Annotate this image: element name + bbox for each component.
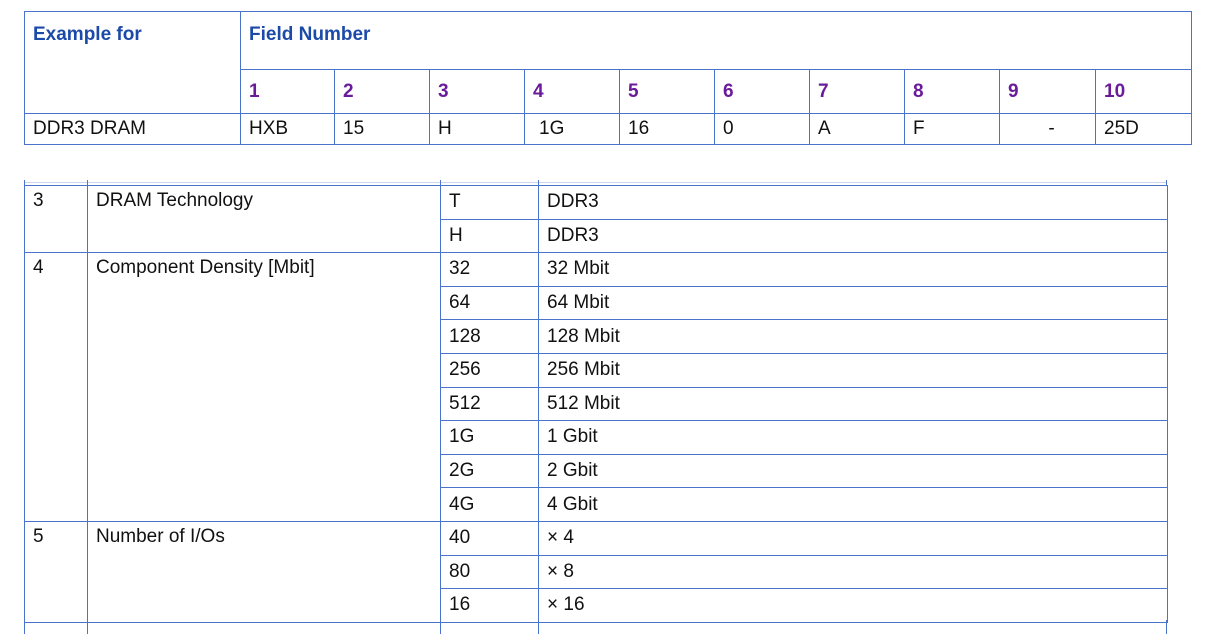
field-number-cell: 5 xyxy=(620,70,715,114)
code-cell: 32 xyxy=(441,253,539,287)
meaning-cell: 256 Mbit xyxy=(539,353,1168,387)
column-line-fragment xyxy=(1166,620,1167,634)
example-row-label: DDR3 DRAM xyxy=(25,114,241,145)
meaning-cell: DDR3 xyxy=(539,186,1168,220)
example-value-cell: 0 xyxy=(715,114,810,145)
meaning-cell: 4 Gbit xyxy=(539,488,1168,522)
field-number-header: Field Number xyxy=(241,12,1192,70)
column-line-fragment xyxy=(538,620,539,634)
field-table-row xyxy=(25,521,1168,555)
example-value-cell: 1G xyxy=(525,114,620,145)
field-number-cell: 2 xyxy=(335,70,430,114)
field-table-row xyxy=(25,186,1168,220)
code-cell: 2G xyxy=(441,454,539,488)
code-cell: 512 xyxy=(441,387,539,421)
field-name: Component Density [Mbit] xyxy=(88,253,441,522)
example-header-row xyxy=(25,12,1192,70)
column-line-fragment xyxy=(24,620,25,634)
example-value-cell: A xyxy=(810,114,905,145)
meaning-cell: × 16 xyxy=(539,589,1168,623)
field-number: 3 xyxy=(25,186,88,253)
table-top-rule xyxy=(24,182,1167,183)
field-name: Number of I/Os xyxy=(88,521,441,622)
meaning-cell: × 8 xyxy=(539,555,1168,589)
meaning-cell: 2 Gbit xyxy=(539,454,1168,488)
code-cell: T xyxy=(441,186,539,220)
field-number-cell: 9 xyxy=(1000,70,1096,114)
meaning-cell: 32 Mbit xyxy=(539,253,1168,287)
field-table-row xyxy=(25,253,1168,287)
example-data-row xyxy=(25,114,1192,145)
example-table xyxy=(24,11,1192,145)
field-number: 4 xyxy=(25,253,88,522)
field-name: DRAM Technology xyxy=(88,186,441,253)
code-cell: 4G xyxy=(441,488,539,522)
field-number: 5 xyxy=(25,521,88,622)
example-value-cell: 25D xyxy=(1096,114,1192,145)
column-line-fragment xyxy=(87,620,88,634)
field-number-cell: 1 xyxy=(241,70,335,114)
meaning-cell: DDR3 xyxy=(539,219,1168,253)
code-cell: 80 xyxy=(441,555,539,589)
field-number-cell: 10 xyxy=(1096,70,1192,114)
meaning-cell: 128 Mbit xyxy=(539,320,1168,354)
field-number-cell: 3 xyxy=(430,70,525,114)
meaning-cell: × 4 xyxy=(539,521,1168,555)
code-cell: 16 xyxy=(441,589,539,623)
code-cell: 256 xyxy=(441,353,539,387)
example-value-cell: F xyxy=(905,114,1000,145)
meaning-cell: 512 Mbit xyxy=(539,387,1168,421)
code-cell: 40 xyxy=(441,521,539,555)
field-number-cell: 6 xyxy=(715,70,810,114)
meaning-cell: 64 Mbit xyxy=(539,286,1168,320)
code-cell: 128 xyxy=(441,320,539,354)
example-value-cell: H xyxy=(430,114,525,145)
column-line-fragment xyxy=(440,620,441,634)
example-value-cell: HXB xyxy=(241,114,335,145)
field-number-cell: 4 xyxy=(525,70,620,114)
field-number-cell: 7 xyxy=(810,70,905,114)
field-definition-table xyxy=(24,185,1168,623)
field-number-cell: 8 xyxy=(905,70,1000,114)
meaning-cell: 1 Gbit xyxy=(539,421,1168,455)
code-cell: H xyxy=(441,219,539,253)
code-cell: 64 xyxy=(441,286,539,320)
example-value-cell: - xyxy=(1000,114,1096,145)
example-value-cell: 15 xyxy=(335,114,430,145)
code-cell: 1G xyxy=(441,421,539,455)
example-for-header: Example for xyxy=(25,12,241,114)
example-value-cell: 16 xyxy=(620,114,715,145)
